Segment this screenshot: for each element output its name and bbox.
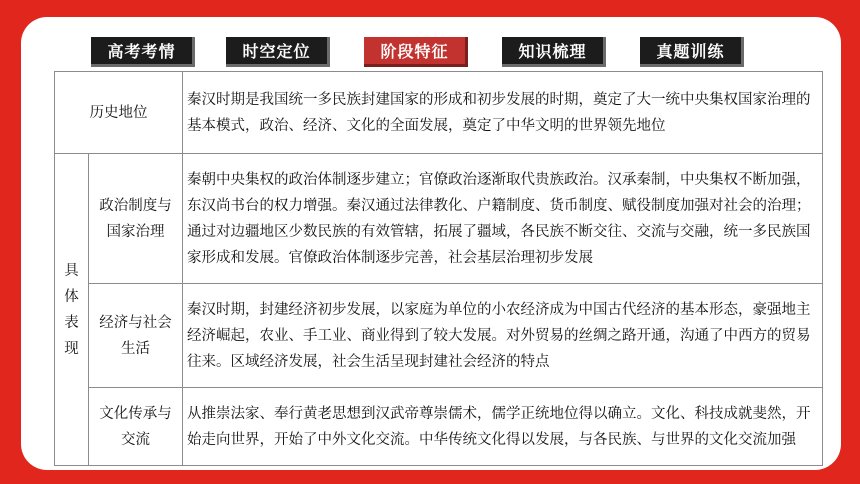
tab-gaokao-kaoqing[interactable]: 高考考情 [91,37,195,67]
specific-label-char: 现 [64,340,79,357]
culture-label: 文化传承与交流 [89,388,183,466]
tab-shikong-dingwei[interactable]: 时空定位 [226,37,330,67]
specific-label-char: 具 [64,262,79,279]
tab-zhishi-shuli[interactable]: 知识梳理 [502,37,606,67]
specific-label-char: 体 [64,288,79,305]
economy-text: 秦汉时期，封建经济初步发展，以家庭为单位的小农经济成为中国古代经济的基本形态，豪强地主经济崛起，农业、手工业、商业得到了较大发展。对外贸易的丝绸之路开通，沟通了中西方的贸易往来。区域经济发展，社会生活呈现封建社会经济的特点 [183,284,823,388]
specific-label-text [59,258,84,362]
table-row-history [55,72,823,154]
politics-label: 政治制度与国家治理 [89,154,183,284]
table-row-culture [55,388,823,466]
tab-jieduan-tezheng[interactable]: 阶段特征 [364,37,468,67]
specific-manifestation-label [55,154,89,466]
economy-label: 经济与社会生活 [89,284,183,388]
history-position-label: 历史地位 [55,72,183,154]
table-row-politics [55,154,823,284]
specific-label-char: 表 [64,314,79,331]
history-position-text: 秦汉时期是我国统一多民族封建国家的形成和初步发展的时期，奠定了大一统中央集权国家治理的基本模式，政治、经济、文化的全面发展，奠定了中华文明的世界领先地位 [183,72,823,154]
summary-table [54,71,823,466]
politics-text: 秦朝中央集权的政治体制逐步建立；官僚政治逐渐取代贵族政治。汉承秦制，中央集权不断加强，东汉尚书台的权力增强。秦汉通过法律教化、户籍制度、货币制度、赋役制度加强对社会的治理；通过对边疆地区少数民族的有效管辖，拓展了疆域，各民族不断交往、交流与交融，统一多民族国家形成和发展。官僚政治体制逐步完善，社会基层治理初步发展 [183,154,823,284]
culture-text: 从推崇法家、奉行黄老思想到汉武帝尊崇儒术，儒学正统地位得以确立。文化、科技成就斐然，开始走向世界，开始了中外文化交流。中华传统文化得以发展，与各民族、与世界的文化交流加强 [183,388,823,466]
table-row-economy [55,284,823,388]
tab-zhenti-xunlian[interactable]: 真题训练 [640,37,744,67]
nav-tabs [0,37,860,67]
